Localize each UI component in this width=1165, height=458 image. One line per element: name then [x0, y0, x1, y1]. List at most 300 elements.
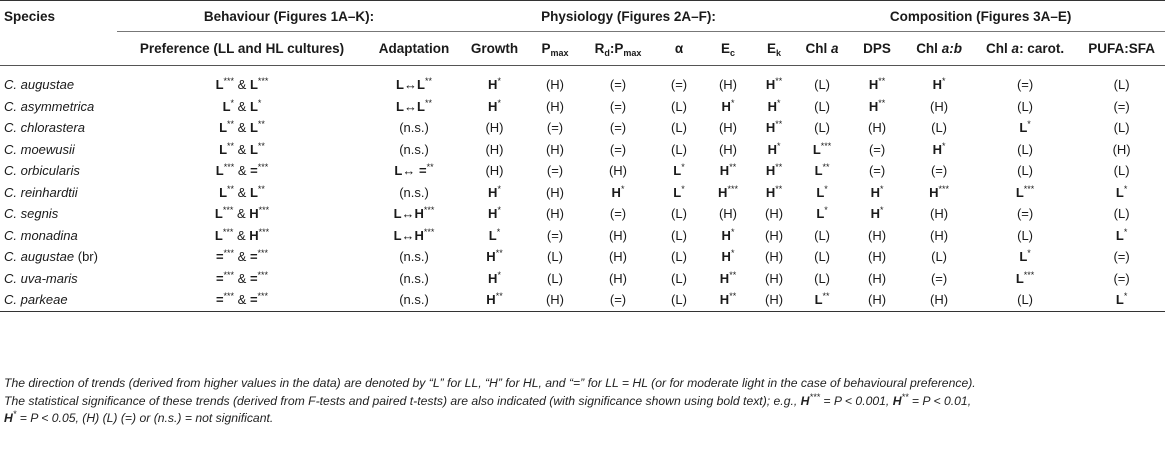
- growth-cell: [461, 96, 528, 118]
- pmax-header: $P_{max}$: [528, 32, 582, 66]
- rd-pmax-header: $R_d:P_{max}$: [582, 32, 654, 66]
- sig-stars: ***: [938, 183, 950, 194]
- ns-value: (H): [608, 227, 628, 243]
- ek-cell: [752, 117, 796, 139]
- pref-stars: *: [230, 97, 235, 108]
- dps-cell: [848, 268, 906, 290]
- ns-value: (L): [814, 98, 830, 114]
- pufa-sfa-cell: [1078, 117, 1165, 139]
- sig-stars: **: [775, 162, 783, 173]
- pref-letter: L: [249, 98, 258, 114]
- ns-value: (L): [671, 141, 687, 157]
- sig-letter: H: [488, 206, 498, 222]
- ns-value: (H): [765, 270, 784, 286]
- sig-letter: H: [721, 98, 731, 114]
- sig-letter: L↔L: [396, 98, 425, 114]
- chla-cell: [796, 160, 848, 182]
- ns-value: (L): [547, 270, 563, 286]
- sig-stars: **: [822, 291, 830, 302]
- sig-stars: **: [878, 76, 886, 87]
- sig-letter: L: [488, 227, 497, 243]
- sig-stars: ***: [820, 140, 832, 151]
- rd-pmax-cell: [582, 246, 654, 268]
- sig-letter: H: [488, 270, 498, 286]
- dps-cell: [848, 74, 906, 96]
- sig-letter: H: [488, 184, 498, 200]
- sig-stars: ***: [423, 205, 435, 216]
- growth-cell: [461, 289, 528, 311]
- ns-value: (H): [1112, 141, 1131, 157]
- pufa-sfa-cell: [1078, 268, 1165, 290]
- ns-value: (H): [718, 77, 738, 93]
- pref-letter: =: [249, 249, 258, 265]
- species-cell: [0, 74, 117, 96]
- sig-stars: *: [776, 97, 781, 108]
- chl-carot-cell: [972, 246, 1078, 268]
- ec-cell: [704, 225, 752, 247]
- pmax-cell: [528, 268, 582, 290]
- sig-stars: *: [497, 183, 501, 194]
- species-name: C. augustae: [4, 77, 75, 93]
- pref-letter: =: [215, 249, 224, 265]
- pufa-sfa-cell: [1078, 96, 1165, 118]
- pref-letter: L: [214, 227, 223, 243]
- preference-cell: L*** & =***: [215, 162, 269, 179]
- pufa-sfa-cell: [1078, 203, 1165, 225]
- adaptation-cell: [367, 203, 461, 225]
- chl-carot-cell: [972, 225, 1078, 247]
- rd-pmax-cell: [582, 74, 654, 96]
- sig-letter: L↔L: [396, 77, 425, 93]
- ek-cell: [752, 203, 796, 225]
- table-row: [0, 182, 1165, 204]
- sig-stars: *: [1123, 183, 1128, 194]
- sig-letter: L: [1019, 120, 1028, 136]
- ns-value: (L): [547, 249, 563, 265]
- ns-value: (=): [1016, 77, 1034, 93]
- sig-letter: H: [611, 184, 621, 200]
- ns-value: (L): [1017, 163, 1033, 179]
- sig-letter: H: [767, 98, 777, 114]
- ek-cell: [752, 182, 796, 204]
- ek-cell: [752, 74, 796, 96]
- ns-value: (L): [1017, 141, 1033, 157]
- chla-cell: [796, 225, 848, 247]
- ek-cell: [752, 160, 796, 182]
- ns-value: (H): [930, 98, 949, 114]
- preference-cell: =*** & =***: [117, 289, 367, 311]
- chl-carot-cell: [972, 117, 1078, 139]
- ns-value: (L): [814, 270, 830, 286]
- preference-cell: L** & L**: [219, 119, 265, 136]
- ns-value: (n.s.): [399, 120, 429, 136]
- ns-value: (H): [868, 227, 887, 243]
- ns-value: (H): [485, 163, 504, 179]
- growth-cell: [461, 182, 528, 204]
- ns-value: (L): [931, 120, 947, 136]
- ns-value: (H): [930, 206, 949, 222]
- ek-cell: [752, 246, 796, 268]
- chl-carot-cell: [972, 139, 1078, 161]
- pufa-sfa-cell: [1078, 74, 1165, 96]
- adaptation-cell: [367, 96, 461, 118]
- ec-header: $E_c$: [704, 32, 752, 66]
- ns-value: (H): [545, 184, 565, 200]
- sig-stars: *: [880, 183, 884, 194]
- pref-letter: L: [214, 206, 223, 222]
- pufa-sfa-cell: [1078, 225, 1165, 247]
- pref-stars: ***: [257, 269, 269, 280]
- ns-value: (H): [545, 292, 565, 308]
- species-name: C. reinhardtii: [4, 184, 78, 200]
- pref-stars: ***: [222, 205, 234, 216]
- adaptation-cell: [367, 268, 461, 290]
- preference-cell: L** & L**: [219, 183, 265, 200]
- dps-header: DPS: [848, 32, 906, 66]
- ec-cell: [704, 96, 752, 118]
- rd-pmax-cell: [582, 160, 654, 182]
- sig-letter: H: [718, 184, 728, 200]
- adaptation-cell: [367, 139, 461, 161]
- species-cell: [0, 289, 117, 311]
- ns-value: (H): [868, 270, 887, 286]
- sig-stars: ***: [1023, 183, 1035, 194]
- adaptation-cell: [367, 74, 461, 96]
- growth-cell: [461, 225, 528, 247]
- pref-stars: ***: [258, 205, 270, 216]
- chla-cell: [796, 139, 848, 161]
- preference-cell: L** & L**: [219, 140, 265, 157]
- rd-pmax-cell: [582, 225, 654, 247]
- table-row: [0, 117, 1165, 139]
- pmax-cell: [528, 225, 582, 247]
- sig-letter: H: [932, 141, 942, 157]
- alpha-cell: [654, 139, 704, 161]
- sig-letter: H: [765, 184, 776, 200]
- chlab-cell: [906, 139, 972, 161]
- ek-cell: [752, 225, 796, 247]
- ns-value: (L): [671, 249, 687, 265]
- species-cell: [0, 160, 117, 182]
- ns-value: (H): [868, 120, 887, 136]
- pref-letter: H: [249, 227, 259, 243]
- ns-value: (L): [671, 270, 687, 286]
- ns-value: (L): [671, 292, 687, 308]
- sig-letter: L: [1019, 249, 1028, 265]
- table-row: [0, 139, 1165, 161]
- sig-stars: *: [620, 183, 625, 194]
- ns-value: (L): [814, 227, 830, 243]
- pref-letter: =: [249, 270, 258, 286]
- sig-letter: H: [488, 77, 498, 93]
- chl-carot-cell: [972, 160, 1078, 182]
- sig-letter: L: [1015, 184, 1024, 200]
- sig-stars: *: [497, 269, 501, 280]
- ns-value: (=): [546, 163, 564, 179]
- ns-value: (H): [545, 206, 565, 222]
- pref-letter: L: [249, 77, 258, 93]
- sig-stars: *: [942, 140, 946, 151]
- ec-cell: [704, 246, 752, 268]
- alpha-cell: [654, 246, 704, 268]
- chla-cell: [796, 203, 848, 225]
- chlab-cell: [906, 96, 972, 118]
- ns-value: (H): [545, 98, 565, 114]
- pref-letter: L: [215, 163, 224, 179]
- species-cell: [0, 268, 117, 290]
- pref-stars: **: [227, 119, 235, 130]
- species-name: C. moewusii: [4, 141, 75, 157]
- physiology-group-header: Physiology (Figures 2A–F):: [461, 1, 796, 32]
- ns-value: (L): [1113, 77, 1130, 93]
- chla-cell: [796, 246, 848, 268]
- ns-value: (=): [868, 163, 886, 179]
- ec-cell: [704, 117, 752, 139]
- sig-letter: L↔ =: [394, 163, 427, 179]
- pufa-sfa-cell: [1078, 182, 1165, 204]
- sig-stars: *: [1027, 248, 1031, 259]
- sig-stars: **: [729, 269, 737, 280]
- chl-carot-cell: [972, 74, 1078, 96]
- ns-value: (=): [930, 163, 948, 179]
- pufa-sfa-cell: [1078, 160, 1165, 182]
- pref-letter: =: [249, 292, 258, 308]
- alpha-cell: [654, 96, 704, 118]
- sig-letter: L: [1015, 270, 1024, 286]
- adaptation-cell: [367, 289, 461, 311]
- ns-value: (L): [671, 98, 687, 114]
- adaptation-header: Adaptation: [367, 32, 461, 66]
- ns-value: (=): [609, 77, 627, 93]
- chl-carot-cell: [972, 268, 1078, 290]
- chla-cell: [796, 96, 848, 118]
- sig-letter: L: [673, 184, 682, 200]
- sig-letter: H: [719, 163, 730, 179]
- alpha-cell: [654, 117, 704, 139]
- adaptation-cell: [367, 182, 461, 204]
- ns-value: (H): [718, 120, 738, 136]
- pref-stars: ***: [257, 162, 269, 173]
- sig-stars: *: [730, 248, 735, 259]
- preference-cell: =*** & =***: [215, 248, 269, 265]
- sig-letter: H: [719, 292, 730, 308]
- ns-value: (L): [671, 206, 687, 222]
- pref-stars: ***: [222, 226, 234, 237]
- chlab-cell: [906, 74, 972, 96]
- sig-stars: **: [822, 162, 830, 173]
- chl-carot-cell: [972, 96, 1078, 118]
- pufa-sfa-cell: [1078, 246, 1165, 268]
- ns-value: (H): [608, 163, 628, 179]
- header-spacer: [0, 66, 1165, 75]
- pref-letter: L: [215, 77, 224, 93]
- sig-stars: **: [426, 162, 434, 173]
- ns-value: (=): [609, 141, 627, 157]
- ns-value: (n.s.): [399, 292, 429, 308]
- ns-value: (=): [609, 120, 627, 136]
- rd-pmax-cell: [582, 96, 654, 118]
- sig-letter: H: [767, 141, 777, 157]
- sig-stars: **: [878, 97, 886, 108]
- growth-cell: [461, 74, 528, 96]
- pmax-cell: [528, 246, 582, 268]
- pref-letter: L: [249, 141, 258, 157]
- ns-value: (=): [609, 292, 627, 308]
- chlab-cell: [906, 203, 972, 225]
- pref-stars: *: [257, 97, 262, 108]
- ns-value: (=): [1113, 270, 1130, 286]
- pref-stars: ***: [223, 269, 235, 280]
- table-row: [0, 96, 1165, 118]
- pref-letter: L: [219, 184, 228, 200]
- ns-value: (=): [1016, 206, 1034, 222]
- footnote-line-2: The statistical significance of these trends (derived from F-tests and paired t-tests) are also indicated (with significance shown using bold text); e.g., H*** = P < 0.001, H** = P < 0.01,: [4, 391, 972, 408]
- pref-letter: L: [249, 120, 258, 136]
- table-row: [0, 268, 1165, 290]
- ec-cell: [704, 268, 752, 290]
- sig-stars: *: [730, 97, 735, 108]
- ns-value: (L): [1017, 292, 1033, 308]
- pref-stars: **: [227, 140, 235, 151]
- pmax-cell: [528, 117, 582, 139]
- ns-value: (L): [1017, 227, 1033, 243]
- species-name: C. asymmetrica: [4, 98, 95, 114]
- chla-cell: [796, 289, 848, 311]
- species-name: C. orbicularis: [4, 163, 80, 179]
- pref-stars: ***: [223, 162, 235, 173]
- ns-value: (H): [930, 292, 949, 308]
- ns-value: (H): [608, 270, 628, 286]
- preference-cell: =*** & =***: [215, 269, 269, 286]
- ns-value: (=): [609, 98, 627, 114]
- dps-cell: [848, 225, 906, 247]
- chlab-cell: [906, 182, 972, 204]
- sig-stars: *: [681, 162, 685, 173]
- sig-stars: **: [424, 76, 432, 87]
- table-row: [0, 289, 1165, 311]
- sig-stars: ***: [727, 183, 738, 194]
- preference-header: Preference (LL and HL cultures): [117, 32, 367, 66]
- sig-stars: **: [424, 97, 432, 108]
- pufa-sfa-cell: [1078, 289, 1165, 311]
- sig-stars: ***: [423, 226, 435, 237]
- species-cell: [0, 96, 117, 118]
- dps-cell: [848, 289, 906, 311]
- sig-letter: H: [870, 184, 880, 200]
- preference-cell: L*** & L***: [215, 76, 269, 93]
- growth-cell: [461, 139, 528, 161]
- sig-letter: H: [765, 77, 776, 93]
- pref-letter: L: [249, 184, 258, 200]
- ns-value: (L): [931, 249, 947, 265]
- table-row: [0, 74, 1165, 96]
- ns-value: (H): [765, 227, 784, 243]
- sig-letter: L↔H: [393, 206, 424, 222]
- ec-cell: [704, 203, 752, 225]
- alpha-cell: [654, 160, 704, 182]
- ek-cell: [752, 268, 796, 290]
- pmax-cell: [528, 74, 582, 96]
- rd-pmax-cell: [582, 268, 654, 290]
- ns-value: (H): [545, 77, 565, 93]
- sig-stars: *: [497, 76, 501, 87]
- species-header: Species: [0, 1, 117, 32]
- dps-cell: [848, 182, 906, 204]
- pufa-sfa-cell: [1078, 139, 1165, 161]
- ns-value: (H): [608, 249, 628, 265]
- ns-value: (H): [930, 227, 949, 243]
- sig-letter: H: [870, 206, 880, 222]
- dps-cell: [848, 117, 906, 139]
- preference-cell: L* & L*: [222, 97, 262, 114]
- pref-stars: ***: [258, 226, 270, 237]
- alpha-header: α: [654, 32, 704, 66]
- species-cell: [0, 182, 117, 204]
- table-row: [0, 160, 1165, 182]
- chla-cell: [796, 117, 848, 139]
- ns-value: (=): [868, 141, 886, 157]
- alpha-cell: [654, 182, 704, 204]
- sig-letter: L: [816, 184, 825, 200]
- ec-cell: [704, 74, 752, 96]
- footnote-line-3: H* = P < 0.05, (H) (L) (=) or (n.s.) = not significant.: [4, 409, 274, 425]
- pref-stars: ***: [223, 248, 235, 259]
- pref-stars: ***: [223, 291, 235, 302]
- sig-stars: **: [775, 119, 783, 130]
- ns-value: (H): [485, 141, 504, 157]
- rd-pmax-cell: [582, 203, 654, 225]
- ns-value: (H): [868, 249, 887, 265]
- adaptation-cell: [367, 160, 461, 182]
- pref-letter: =: [215, 270, 224, 286]
- chl-carot-header: Chl a: carot.: [972, 32, 1078, 66]
- sig-letter: H: [765, 120, 776, 136]
- alpha-cell: [654, 225, 704, 247]
- pufa-sfa-header: PUFA:SFA: [1078, 32, 1165, 66]
- growth-header: Growth: [461, 32, 528, 66]
- sig-stars: *: [942, 76, 946, 87]
- pmax-cell: [528, 182, 582, 204]
- sig-letter: L: [673, 163, 682, 179]
- species-cell: [0, 225, 117, 247]
- species-name: C. parkeae: [4, 292, 68, 308]
- sig-stars: *: [496, 226, 501, 237]
- ns-value: (H): [868, 292, 887, 308]
- pmax-cell: [528, 160, 582, 182]
- ec-cell: [704, 182, 752, 204]
- composition-group-header: Composition (Figures 3A–E): [796, 1, 1165, 32]
- dps-cell: [848, 160, 906, 182]
- sig-stars: **: [729, 291, 737, 302]
- species-name: C. chlorastera: [4, 120, 85, 136]
- sig-stars: *: [880, 205, 884, 216]
- footnote-line-1: The direction of trends (derived from higher values in the data) are denoted by “L” for LL, “H” for HL, and “=” for LL = HL (or for moderate light in the case of behavioural preference).: [4, 376, 976, 390]
- chlab-cell: [906, 225, 972, 247]
- pref-stars: **: [227, 183, 235, 194]
- growth-cell: [461, 203, 528, 225]
- ns-value: (H): [765, 249, 784, 265]
- sig-letter: L: [814, 163, 823, 179]
- sig-letter: L: [816, 206, 825, 222]
- chlab-cell: [906, 246, 972, 268]
- growth-cell: [461, 268, 528, 290]
- sig-stars: *: [1123, 226, 1128, 237]
- sig-stars: *: [730, 226, 735, 237]
- ns-value: (=): [670, 77, 688, 93]
- ns-value: (L): [1113, 163, 1130, 179]
- ek-cell: [752, 139, 796, 161]
- sig-stars: **: [729, 162, 737, 173]
